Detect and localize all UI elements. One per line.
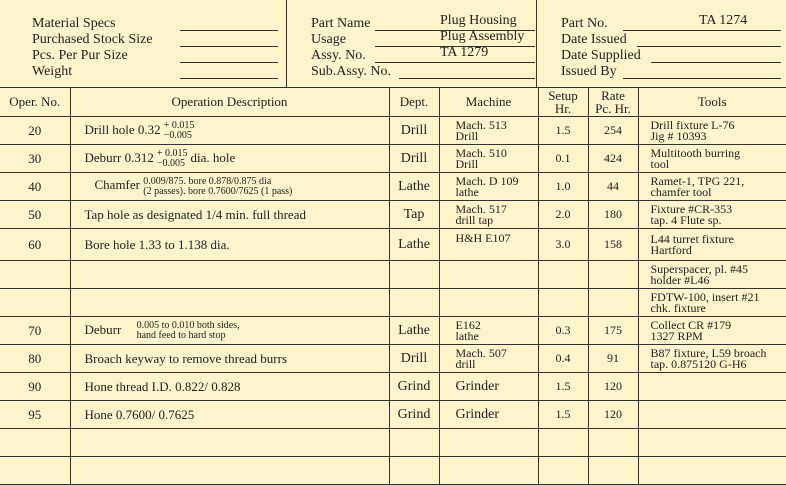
machine-cell <box>439 429 538 457</box>
table-row <box>0 429 786 457</box>
assy-no-field <box>311 45 535 64</box>
dept-cell: Grind <box>389 401 439 429</box>
description-cell <box>70 457 389 485</box>
rate-cell: 180 <box>588 201 638 229</box>
tools-cell: Collect CR #179 1327 RPM <box>638 317 786 345</box>
rate-cell: 120 <box>588 373 638 401</box>
setup-cell: 3.0 <box>538 229 588 261</box>
dept-cell: Tap <box>389 201 439 229</box>
table-row <box>0 117 786 145</box>
machine-cell <box>439 261 538 289</box>
description-detail: 0.005 to 0.010 both sides, hand feed to hard stop <box>136 319 240 341</box>
usage-value: Plug Assembly <box>440 29 525 44</box>
machine-cell: E162 lathe <box>439 317 538 345</box>
col-header-setup: Setup Hr. <box>538 87 588 117</box>
description-cell: Broach keyway to remove thread burrs <box>70 345 389 373</box>
setup-cell: 1.0 <box>538 173 588 201</box>
part-name-value: Plug Housing <box>440 13 517 28</box>
oper-no-cell: 20 <box>0 117 70 145</box>
oper-no-cell <box>0 289 70 317</box>
description-cell: Hone 0.7600/ 0.7625 <box>70 401 389 429</box>
dept-cell: Grind <box>389 373 439 401</box>
table-row <box>0 173 786 201</box>
rate-cell: 91 <box>588 345 638 373</box>
material-specs-field <box>32 16 282 32</box>
tools-cell: Drill fixture L-76 Jig # 10393 <box>638 117 786 145</box>
assy-no-label: Assy. No. <box>311 48 366 63</box>
tools-cell <box>638 429 786 457</box>
setup-cell: 0.3 <box>538 317 588 345</box>
machine-cell: Mach. 507 drill <box>439 345 538 373</box>
description-cell <box>70 289 389 317</box>
dept-cell: Lathe <box>389 317 439 345</box>
oper-no-cell: 50 <box>0 201 70 229</box>
setup-cell: 1.5 <box>538 373 588 401</box>
tools-cell <box>638 457 786 485</box>
description-cell <box>70 429 389 457</box>
rate-cell <box>588 457 638 485</box>
description-detail: 0.009/875. bore 0.878/0.875 dia (2 passes). bore 0.7600/7625 (1 pass) <box>143 175 293 197</box>
machine-cell: Mach. 513 Drill <box>439 117 538 145</box>
rate-cell: 175 <box>588 317 638 345</box>
weight-label: Weight <box>32 64 73 79</box>
dept-cell <box>389 457 439 485</box>
tools-cell: Superspacer, pl. #45 holder #L46 <box>638 261 786 289</box>
rate-cell: 254 <box>588 117 638 145</box>
tolerance: + 0.015 −0.005 <box>156 147 188 169</box>
table-row <box>0 317 786 345</box>
issued-by-field <box>561 64 783 80</box>
setup-cell: 1.5 <box>538 117 588 145</box>
sub-assy-no-label: Sub.Assy. No. <box>311 64 391 79</box>
sub-assy-no-field <box>311 64 535 80</box>
pcs-per-size-label: Pcs. Per Pur Size <box>32 48 128 63</box>
table-header-row <box>0 87 786 117</box>
table-row <box>0 373 786 401</box>
machine-cell: Mach. 517 drill tap <box>439 201 538 229</box>
table-row <box>0 289 786 317</box>
header-right-section <box>537 0 786 87</box>
setup-cell <box>538 289 588 317</box>
description-cell <box>70 261 389 289</box>
machine-cell <box>439 289 538 317</box>
setup-cell <box>538 457 588 485</box>
oper-no-cell: 40 <box>0 173 70 201</box>
rate-cell: 424 <box>588 145 638 173</box>
operations-table <box>0 87 786 485</box>
machine-cell: Mach. 510 Drill <box>439 145 538 173</box>
table-row <box>0 345 786 373</box>
setup-cell: 2.0 <box>538 201 588 229</box>
date-supplied-field <box>561 48 783 64</box>
dept-cell: Lathe <box>389 229 439 261</box>
setup-cell: 0.4 <box>538 345 588 373</box>
sheet-header <box>0 0 786 88</box>
tools-cell: B87 fixture, L59 broach tap. 0.875120 G-H6 <box>638 345 786 373</box>
col-header-tools: Tools <box>638 87 786 117</box>
col-header-description: Operation Description <box>70 87 389 117</box>
issued-by-label: Issued By <box>561 64 617 79</box>
oper-no-cell: 80 <box>0 345 70 373</box>
description-cell: Chamfer 0.009/875. bore 0.878/0.875 dia (2 passes). bore 0.7600/7625 (1 pass) <box>70 173 389 201</box>
table-row <box>0 261 786 289</box>
rate-cell: 44 <box>588 173 638 201</box>
dept-cell: Drill <box>389 145 439 173</box>
tools-cell: Multitooth burring tool <box>638 145 786 173</box>
oper-no-cell <box>0 429 70 457</box>
description-cell: Drill hole 0.32 + 0.015 −0.005 <box>70 117 389 145</box>
tools-cell <box>638 373 786 401</box>
machine-cell: Grinder <box>439 401 538 429</box>
usage-field <box>311 29 535 48</box>
rate-cell: 158 <box>588 229 638 261</box>
table-row <box>0 145 786 173</box>
machine-cell: Grinder <box>439 373 538 401</box>
tools-cell: L44 turret fixture Hartford <box>638 229 786 261</box>
rate-cell: 120 <box>588 401 638 429</box>
setup-cell <box>538 429 588 457</box>
weight-field <box>32 64 282 80</box>
col-header-dept: Dept. <box>389 87 439 117</box>
tools-cell <box>638 401 786 429</box>
description-cell: Deburr 0.312 + 0.015 −0.005 dia. hole <box>70 145 389 173</box>
col-header-oper-no: Oper. No. <box>0 87 70 117</box>
table-row <box>0 201 786 229</box>
date-supplied-label: Date Supplied <box>561 48 641 63</box>
usage-label: Usage <box>311 32 346 47</box>
stock-size-label: Purchased Stock Size <box>32 32 153 47</box>
part-name-label: Part Name <box>311 16 371 31</box>
dept-cell <box>389 261 439 289</box>
part-no-value: TA 1274 <box>699 13 748 28</box>
rate-cell <box>588 289 638 317</box>
table-row <box>0 401 786 429</box>
date-issued-field <box>561 32 783 48</box>
header-mid-section <box>287 0 537 87</box>
oper-no-cell <box>0 457 70 485</box>
setup-cell <box>538 261 588 289</box>
dept-cell: Drill <box>389 345 439 373</box>
oper-no-cell: 70 <box>0 317 70 345</box>
stock-size-field <box>32 32 282 48</box>
col-header-machine: Machine <box>439 87 538 117</box>
tools-cell: Fixture #CR-353 tap. 4 Flute sp. <box>638 201 786 229</box>
tools-cell: FDTW-100, insert #21 chk. fixture <box>638 289 786 317</box>
tools-cell: Ramet-1, TPG 221, chamfer tool <box>638 173 786 201</box>
rate-cell <box>588 261 638 289</box>
dept-cell <box>389 289 439 317</box>
rate-cell <box>588 429 638 457</box>
tolerance: + 0.015 −0.005 <box>163 119 195 141</box>
oper-no-cell: 30 <box>0 145 70 173</box>
description-cell: Deburr 0.005 to 0.010 both sides, hand feed to hard stop <box>70 317 389 345</box>
dept-cell: Lathe <box>389 173 439 201</box>
pcs-per-size-field <box>32 48 282 64</box>
table-row <box>0 457 786 485</box>
machine-cell: H&H E107 <box>439 229 538 261</box>
header-left-section <box>0 0 287 87</box>
description-cell: Tap hole as designated 1/4 min. full thread <box>70 201 389 229</box>
oper-no-cell <box>0 261 70 289</box>
setup-cell: 0.1 <box>538 145 588 173</box>
setup-cell: 1.5 <box>538 401 588 429</box>
oper-no-cell: 95 <box>0 401 70 429</box>
oper-no-cell: 60 <box>0 229 70 261</box>
assy-no-value: TA 1279 <box>440 45 489 60</box>
machine-cell: Mach. D 109 lathe <box>439 173 538 201</box>
oper-no-cell: 90 <box>0 373 70 401</box>
date-issued-label: Date Issued <box>561 32 627 47</box>
description-cell: Bore hole 1.33 to 1.138 dia. <box>70 229 389 261</box>
machine-cell <box>439 457 538 485</box>
material-specs-label: Material Specs <box>32 16 116 31</box>
table-row <box>0 229 786 261</box>
part-no-field <box>561 13 783 32</box>
dept-cell <box>389 429 439 457</box>
description-cell: Hone thread I.D. 0.822/ 0.828 <box>70 373 389 401</box>
dept-cell: Drill <box>389 117 439 145</box>
col-header-rate: Rate Pc. Hr. <box>588 87 638 117</box>
part-no-label: Part No. <box>561 16 608 31</box>
